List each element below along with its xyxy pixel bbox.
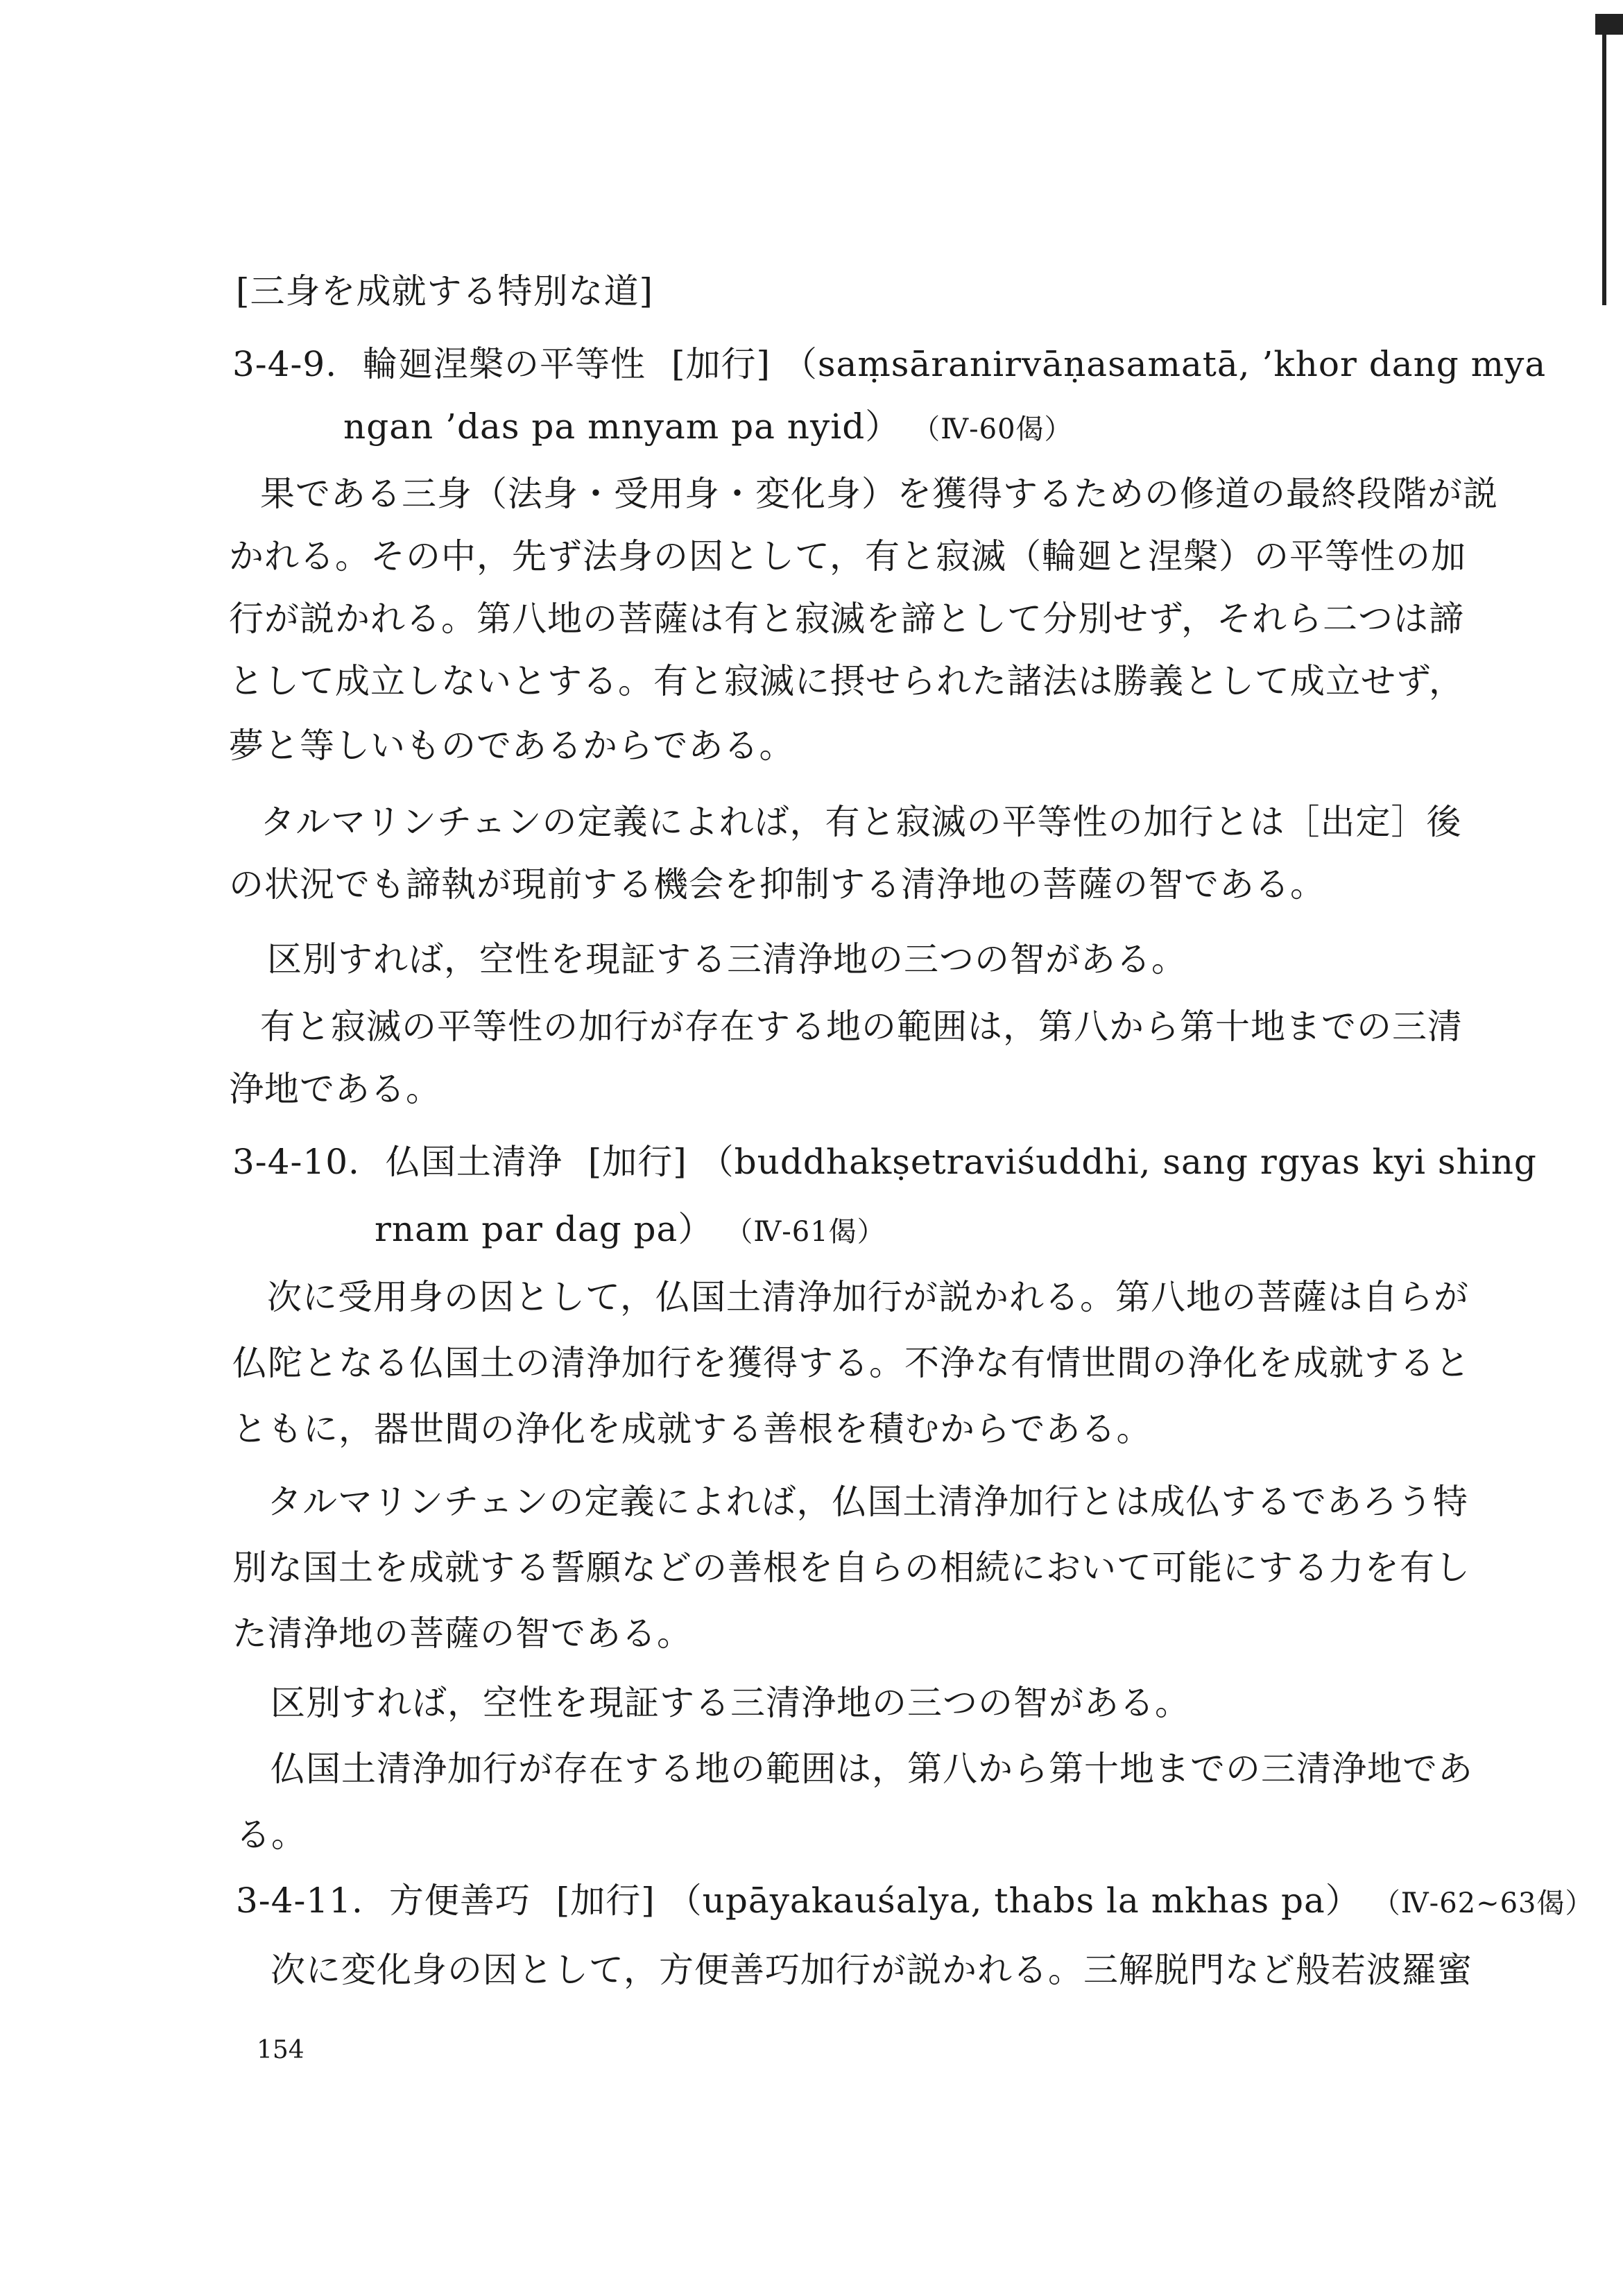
paragraph-line: ともに，器世間の浄化を成就する善根を積むからである。 xyxy=(232,1409,1152,1449)
item-number: 3-4-11. xyxy=(236,1881,363,1921)
paragraph-line: の状況でも諦執が現前する機会を抑制する清浄地の菩薩の智である。 xyxy=(229,864,1325,905)
paragraph-line: 仏陀となる仏国土の清浄加行を獲得する。不浄な有情世間の浄化を成就すると xyxy=(232,1343,1470,1383)
paragraph-line: 行が説かれる。第八地の菩薩は有と寂滅を諦として分別せず，それら二つは諦 xyxy=(229,599,1464,639)
paragraph-line: 区別すれば，空性を現証する三清浄地の三つの智がある。 xyxy=(270,1683,1190,1723)
item-transliteration: （saṃsāranirvāṇasamatā, ’khor dang mya xyxy=(782,344,1547,384)
item-number: 3-4-10. xyxy=(232,1142,360,1182)
item-title: 仏国土清浄 xyxy=(385,1142,563,1182)
scan-edge xyxy=(1581,0,1623,2296)
paragraph-line: る。 xyxy=(236,1815,307,1855)
item-heading-3-4-10 xyxy=(232,1141,1537,1183)
item-transliteration: （upāyakauśalya, thabs la mkhas pa） xyxy=(667,1881,1361,1921)
item-heading-3-4-11 xyxy=(236,1880,1594,1924)
item-transliteration: （buddhakṣetraviśuddhi, sang rgyas kyi shing xyxy=(698,1142,1537,1182)
item-verse: （Ⅳ-60偈） xyxy=(912,413,1073,445)
section-heading: [三身を成就する特別な道] xyxy=(236,271,654,311)
paragraph-line: タルマリンチェンの定義によれば，有と寂滅の平等性の加行とは［出定］後 xyxy=(260,802,1462,842)
paragraph-line: 夢と等しいものであるからである。 xyxy=(229,726,795,766)
paragraph-line: 別な国土を成就する誓願などの善根を自らの相続において可能にする力を有し xyxy=(232,1548,1470,1588)
item-tag: [加行] xyxy=(671,344,771,384)
paragraph-line: 浄地である。 xyxy=(229,1069,441,1109)
paragraph-line: 仏国土清浄加行が存在する地の範囲は，第八から第十地までの三清浄地であ xyxy=(270,1749,1473,1789)
paragraph-line: 区別すれば，空性を現証する三清浄地の三つの智がある。 xyxy=(267,939,1187,979)
item-verse: （Ⅳ-62~63偈） xyxy=(1372,1887,1594,1919)
paragraph-line: た清浄地の菩薩の智である。 xyxy=(232,1613,692,1654)
item-heading-3-4-9-cont xyxy=(343,406,1073,450)
item-title: 方便善巧 xyxy=(388,1881,531,1921)
paragraph-line: 次に受用身の因として，仏国土清浄加行が説かれる。第八地の菩薩は自らが xyxy=(267,1277,1469,1317)
paragraph-line: として成立しないとする。有と寂滅に摂せられた諸法は勝義として成立せず， xyxy=(229,661,1464,701)
paragraph-line: 果である三身（法身・受用身・変化身）を獲得するための修道の最終段階が説 xyxy=(260,474,1498,514)
paragraph-line: 有と寂滅の平等性の加行が存在する地の範囲は，第八から第十地までの三清 xyxy=(260,1006,1463,1047)
item-verse: （Ⅳ-61偈） xyxy=(725,1216,886,1248)
paragraph-line: タルマリンチェンの定義によれば，仏国土清浄加行とは成仏するであろう特 xyxy=(267,1482,1468,1522)
item-title: 輪廻涅槃の平等性 xyxy=(363,344,646,384)
paragraph-line: かれる。その中，先ず法身の因として，有と寂滅（輪廻と涅槃）の平等性の加 xyxy=(229,536,1466,576)
item-tag: [加行] xyxy=(556,1881,655,1921)
item-transliteration-cont: rnam par dag pa） xyxy=(375,1209,714,1249)
item-tag: [加行] xyxy=(587,1142,687,1182)
item-heading-3-4-9 xyxy=(232,343,1546,385)
item-heading-3-4-10-cont xyxy=(375,1208,886,1253)
item-transliteration-cont: ngan ’das pa mnyam pa nyid） xyxy=(343,406,901,447)
paragraph-line: 次に変化身の因として，方便善巧加行が説かれる。三解脱門など般若波羅蜜 xyxy=(270,1950,1472,1990)
page-number: 154 xyxy=(257,2036,304,2064)
item-number: 3-4-9. xyxy=(232,344,338,384)
